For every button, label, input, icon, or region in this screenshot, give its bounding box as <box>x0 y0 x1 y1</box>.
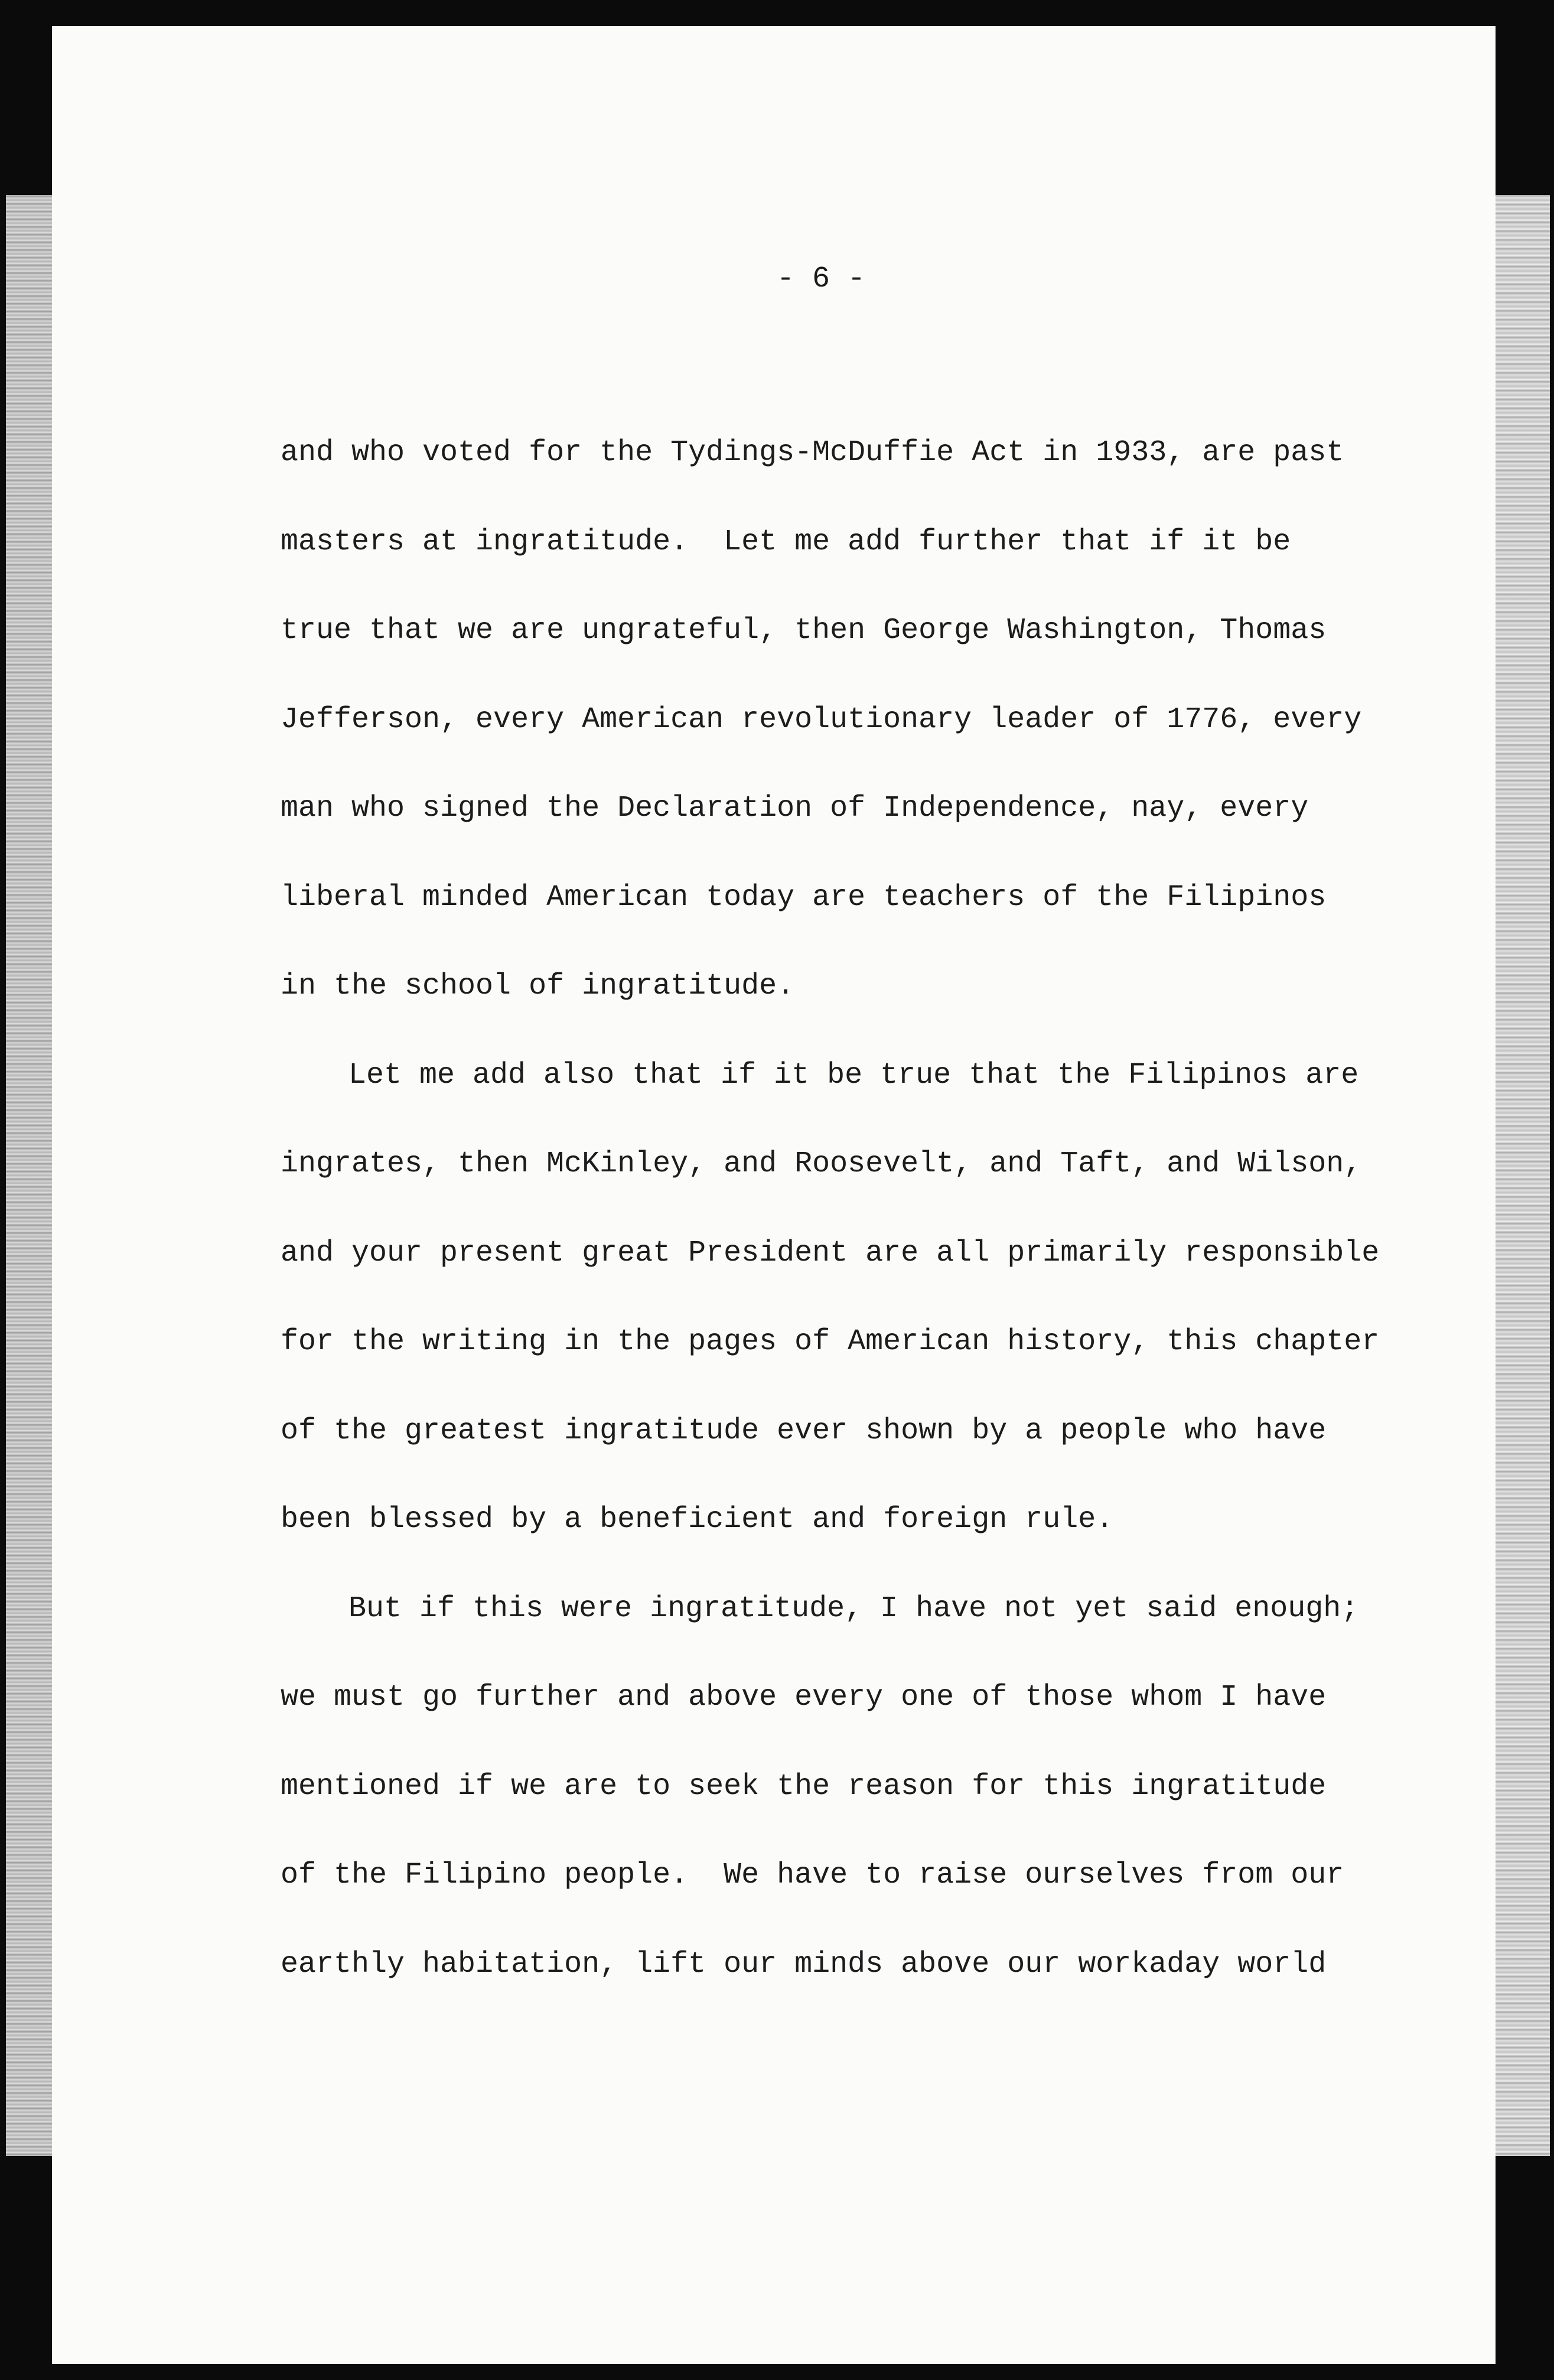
right-scan-edge <box>1496 195 1550 2156</box>
text-line: earthly habitation, lift our minds above our workaday world <box>281 1947 1327 1981</box>
paragraph-first-line: But if this were ingratitude, I have not yet said enough; <box>348 1591 1359 1626</box>
text-line: mentioned if we are to seek the reason for this ingratitude <box>281 1769 1327 1803</box>
text-line: Jefferson, every American revolutionary leader of 1776, every <box>281 702 1362 737</box>
text-line: true that we are ungrateful, then George Washington, Thomas <box>281 614 1327 647</box>
text-line: and who voted for the Tydings-McDuffie Act in 1933, are past <box>281 436 1344 470</box>
document-body <box>281 438 1480 2039</box>
text-line: liberal minded American today are teachers of the Filipinos <box>281 880 1327 914</box>
text-line: man who signed the Declaration of Independence, nay, every <box>281 792 1309 825</box>
text-line: for the writing in the pages of American history, this chapter <box>281 1325 1380 1359</box>
paragraph-first-line: Let me add also that if it be true that the Filipinos are <box>348 1058 1359 1092</box>
left-scan-edge <box>6 195 52 2156</box>
text-line: of the greatest ingratitude ever shown by a people who have <box>281 1414 1327 1448</box>
text-line: we must go further and above every one of those whom I have <box>281 1681 1327 1714</box>
text-line: and your present great President are all primarily responsible <box>281 1236 1380 1270</box>
text-line: ingrates, then McKinley, and Roosevelt, and Taft, and Wilson, <box>281 1147 1362 1181</box>
document-page <box>52 26 1496 2364</box>
text-line: in the school of ingratitude. <box>281 969 795 1003</box>
text-line: masters at ingratitude. Let me add further that if it be <box>281 525 1291 559</box>
text-line: been blessed by a beneficient and foreign rule. <box>281 1503 1114 1536</box>
text-line: of the Filipino people. We have to raise ourselves from our <box>281 1858 1344 1892</box>
page-number: - 6 - <box>776 262 866 296</box>
